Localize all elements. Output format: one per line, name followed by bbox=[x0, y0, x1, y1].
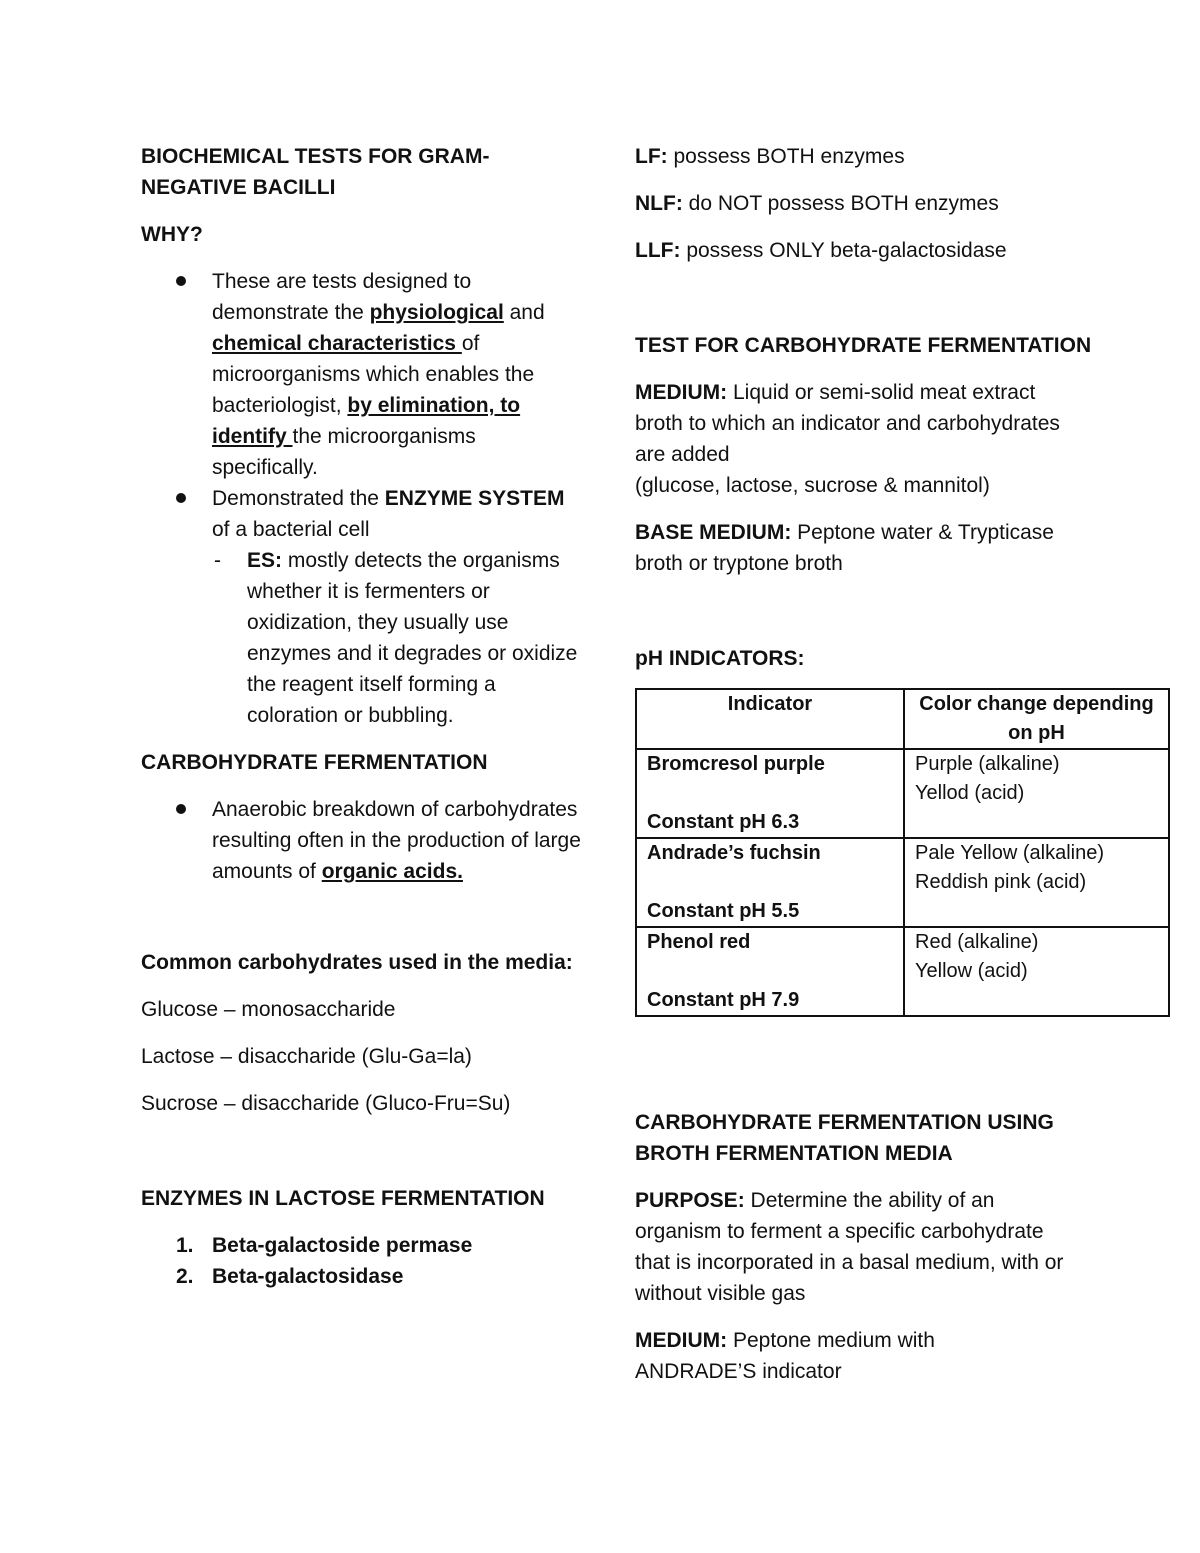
acid-color: Yellow (acid) bbox=[915, 960, 1028, 982]
enzymes-heading: ENZYMES IN LACTOSE FERMENTATION bbox=[141, 1187, 545, 1210]
base-medium-paragraph: BASE MEDIUM: Peptone water & Trypticase broth or tryptone broth bbox=[635, 521, 1054, 575]
table-header-row bbox=[636, 689, 1169, 749]
dash-item: - ES: mostly detects the organisms whether it is fermenters or oxidization, they usually use enzymes and it degrades or oxidize the reagent itself forming a coloration or bubbling. bbox=[212, 545, 581, 731]
carb-item: Lactose – disaccharide (Glu-Ga=la) bbox=[141, 1045, 472, 1068]
list-item: 2. Beta-galactosidase bbox=[176, 1265, 404, 1288]
alkaline-color: Purple (alkaline) bbox=[915, 753, 1060, 775]
carb-item: Sucrose – disaccharide (Gluco-Fru=Su) bbox=[141, 1092, 511, 1115]
list-item: Demonstrated the ENZYME SYSTEM of a bacterial cell - ES: mostly detects the organisms whether it is fermenters or oxidization, they usually use enzymes and it degrades or oxidize the reagent itself forming a coloration or bubbling. bbox=[141, 483, 581, 731]
table-row bbox=[636, 927, 1169, 1016]
right-column bbox=[635, 141, 1175, 1403]
left-column bbox=[141, 141, 581, 1292]
indicator-name: Bromcresol purple bbox=[647, 753, 825, 775]
carb-item: Glucose – monosaccharide bbox=[141, 998, 396, 1021]
bold-term: ENZYME SYSTEM bbox=[384, 487, 565, 510]
ph-indicators-table bbox=[635, 688, 1170, 1017]
medium2-paragraph: MEDIUM: Peptone medium with ANDRADE’S indicator bbox=[635, 1329, 935, 1383]
llf-line: LLF: possess ONLY beta-galactosidase bbox=[635, 239, 1007, 262]
purpose-paragraph: PURPOSE: Determine the ability of an organism to ferment a specific carbohydrate that is incorporated in a basal medium, with or without visible gas bbox=[635, 1189, 1064, 1305]
underlined-term: chemical characteristics bbox=[212, 332, 462, 355]
carb-heading: CARBOHYDRATE FERMENTATION bbox=[141, 751, 488, 774]
broth-heading: CARBOHYDRATE FERMENTATION USING BROTH FERMENTATION MEDIA bbox=[635, 1111, 1054, 1165]
underlined-term: physiological bbox=[369, 301, 504, 324]
why-list bbox=[141, 266, 581, 731]
alkaline-color: Pale Yellow (alkaline) bbox=[915, 842, 1105, 864]
list-item: 1. Beta-galactoside permase bbox=[176, 1234, 473, 1257]
common-carbs-heading: Common carbohydrates used in the media: bbox=[141, 951, 573, 974]
alkaline-color: Red (alkaline) bbox=[915, 931, 1039, 953]
column-header: Color change depending on pH bbox=[904, 689, 1169, 749]
list-item: These are tests designed to demonstrate the physiological and chemical characteristics of microorganisms which enables the bacteriologist, by elimination, to identify the microorganisms specifically. bbox=[141, 266, 581, 483]
acid-color: Reddish pink (acid) bbox=[915, 871, 1087, 893]
table-row bbox=[636, 749, 1169, 838]
list-item: Anaerobic breakdown of carbohydrates resulting often in the production of large amounts of organic acids. bbox=[141, 794, 581, 887]
underlined-term: organic acids. bbox=[321, 860, 463, 883]
lf-line: LF: possess BOTH enzymes bbox=[635, 145, 905, 168]
bold-term: ES: bbox=[247, 549, 283, 572]
enzymes-list bbox=[141, 1230, 581, 1292]
nlf-line: NLF: do NOT possess BOTH enzymes bbox=[635, 192, 999, 215]
indicator-name: Phenol red bbox=[647, 931, 751, 953]
indicator-ph: Constant pH 6.3 bbox=[647, 811, 800, 833]
medium-paragraph: MEDIUM: Liquid or semi-solid meat extract broth to which an indicator and carbohydrates are added (glucose, lactose, sucrose & mannitol) bbox=[635, 381, 1060, 497]
test-heading: TEST FOR CARBOHYDRATE FERMENTATION bbox=[635, 334, 1092, 357]
why-heading: WHY? bbox=[141, 223, 203, 246]
indicator-ph: Constant pH 5.5 bbox=[647, 900, 800, 922]
document-title: BIOCHEMICAL TESTS FOR GRAM-NEGATIVE BACILLI bbox=[141, 145, 490, 199]
indicator-name: Andrade’s fuchsin bbox=[647, 842, 821, 864]
table-row bbox=[636, 838, 1169, 927]
column-header: Indicator bbox=[636, 689, 904, 749]
acid-color: Yellod (acid) bbox=[915, 782, 1025, 804]
indicator-ph: Constant pH 7.9 bbox=[647, 989, 800, 1011]
ph-heading: pH INDICATORS: bbox=[635, 647, 805, 670]
underlined-term: by elimination, to identify bbox=[212, 394, 521, 448]
carb-list bbox=[141, 794, 581, 887]
